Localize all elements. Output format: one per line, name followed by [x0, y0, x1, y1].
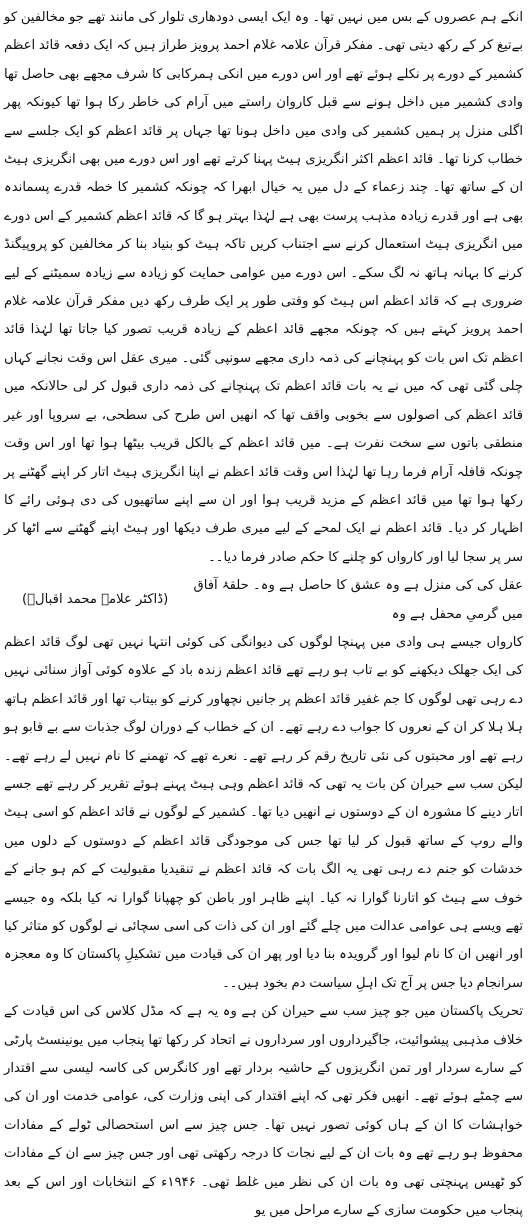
- verse-block: [4, 572, 523, 629]
- article-paragraph: انکے ہم عصروں کے بس میں نہیں تھا۔ وہ ایک ایسی دودھاری تلوار کی مانند تھے جو مخالفین کو بےتیغ کر کے رکھ دیتی تھی۔ مفکر قرآن علامہ غلام احمد پرویز طراز ہیں کہ ایک دفعہ قائد اعظم کشمیر کے دورے پر نکلے ہوئے تھے اور اس دورے میں انکی ہمرکابی کا شرف مجھے بھی حاصل تھا وادی کشمیر میں داخل ہونے سے قبل کاروان راستے میں آرام کی خاطر رکا ہوا تھا کیونکہ پھر اگلی منزل پر ہمیں کشمیر کی وادی میں داخل ہونا تھا جہاں پر قائد اعظم کو ایک جلسے سے خطاب کرنا تھا۔ قائد اعظم اکثر انگریزی ہیٹ پہنا کرتے تھے اور اس دورے میں بھی انگریزی ہیٹ ان کے ساتھ تھا۔ چند زعماء کے دل میں یہ خیال ابھرا کہ چونکہ کشمیر کا خطہ قدرے پسماندہ بھی ہے اور قدرے زیادہ مذہب پرست بھی ہے لہٰذا بہتر ہو گا کہ قائد اعظم کشمیر کے اس دورے میں انگریزی ہیٹ استعمال کرنے سے اجتناب کریں تاکہ ہیٹ کو بنیاد بنا کر مخالفین کو پروپیگنڈ کرنے کا بہانہ ہاتھ نہ لگ سکے۔ اس دورے میں عوامی حمایت کو زیادہ سے زیادہ سمیٹنے کے لیے ضروری ہے کہ قائد اعظم اس ہیٹ کو وقتی طور پر ایک طرف رکھ دیں مفکر قرآن علامہ غلام احمد پرویز کہتے ہیں کہ چونکہ مجھے قائد اعظم کے زیادہ قریب تصور کیا جاتا تھا لہٰذا قائد اعظم تک اس بات کو پہنچانے کی ذمہ داری مجھے سونپی گئی۔ میری عقل اس وقت نجانے کہاں چلی گئی تھی کہ میں نے یہ بات قائد اعظم تک پہنچانے کی ذمہ داری قبول کر لی حالانکہ میں قائد اعظم کی اصولوں سے بخوبی واقف تھا کہ انھیں اس طرح کی سطحی، بے سروپا اور غیر منطقی باتوں سے سخت نفرت ہے۔ میں قائد اعظم کے بالکل قریب بیٹھا ہوا تھا اور اس وقت چونکہ قافلہ آرام فرما رہا تھا لہٰذا اس وقت قائد اعظم نے اپنا انگریزی ہیٹ اتار کر اپنے گھٹنے پر رکھا ہوا تھا میں قائد اعظم کے مزید قریب ہوا اور ان سے اپنے ساتھیوں کی دی ہوئی رائے کا اظہار کر دیا۔ قائد اعظم نے ایک لمحے کے لیے میری طرف دیکھا اور ہیٹ اپنے گھٹنے سے اٹھا کر سر پر سجا لیا اور کارواں کو چلنے کا حکم صادر فرما دیا۔۔: [4, 10, 523, 565]
- article-paragraph: تحریک پاکستان میں جو چیز سب سے حیران کن ہے وہ یہ ہے کہ مڈل کلاس کی اس قیادت کے خلاف مذہبی پیشوائیت، جاگیرداروں اور سرداروں نے اتحاد کر رکھا تھا پنجاب میں یونینسٹ پارٹی کے سارے سردار اور تمن انگریزوں کے حاشیہ بردار تھے اور کانگرس کی کاسہ لیسی سے اقتدار سے چمٹے ہوئے تھے۔ انھیں فکر تھی کہ اپنے اقتدار کی اپنی وزارت کی، عوامی خدمت اور ان کی خواہشات کا ان کے ہاں کوئی تصور نہیں تھا۔ جس چیز سے اس استحصالی ٹولے کے مفادات محفوظ ہو رہے تھے وہ بات ان کے لیے نجات کا درجہ رکھتی تھی اور جس چیز سے ان کے مفادات کو ٹھیس پہنچتی تھی وہ بات ان کی نظر میں غلط تھی۔ ۱۹۴۶ء کے انتخابات اور اس کے بعد پنجاب میں حکومت سازی کے سارے مراحل میں یو: [4, 1004, 523, 1219]
- verse-line: عقل کی کی منزل ہے وہ عشق کا حاصل ہے وہ۔ حلقۂ آفاق میں گرمیِ محفل ہے وہ: [193, 578, 523, 622]
- verse-attribution: (ڈاکٹر علامہ محمد اقبالؒ): [22, 592, 169, 608]
- article-paragraph: کارواں جیسے ہی وادی میں پہنچا لوگوں کی دیوانگی کی کوئی انتہا نہیں تھی لوگ قائد اعظم کی ایک جھلک دیکھنے کو بے تاب ہو رہے تھے قائد اعظم زندہ باد کے علاوہ کوئی آواز سنائی نہیں دے رہی تھی لوگوں کا جم غفیر قائد اعظم پر جانیں نچھاور کرنے کو بیتاب تھا اور قائد اعظم ہاتھ ہلا ہلا کر ان کے نعروں کا جواب دے رہے تھے۔ ان کے خطاب کے دوران لوگ جذبات سے بے قابو ہو رہے تھے اور محبتوں کی نئی تاریخ رقم کر رہے تھے۔ نعرے تھے کہ تھمنے کا نام نہیں لے رہے تھے۔ لیکن سب سے حیران کن بات یہ تھی کہ قائد اعظم وہی ہیٹ پہنے ہوئے تقریر کر رہے تھے جسے اتار دینے کا مشورہ ان کے دوستوں نے انھیں دیا تھا۔ کشمیر کے لوگوں نے قائد اعظم کو اسی ہیٹ والے روپ کے ساتھ قبول کر لیا تھا جس کی موجودگی قائد اعظم کے دوستوں کے دلوں میں خدشات کو جنم دے رہی تھی یہ الگ بات کہ قائد اعظم نے تنقیدیا مقبولیت کے کم ہو جانے کے خوف سے ہیٹ کو اتارنا گوارا نہ کیا۔ اپنے ظاہر اور باطن کو چھپانا گوارا نہ کیا بلکہ وہ جیسے تھے ویسے ہی عوامی عدالت میں چلے گئے اور ان کی ذات کی اسی سچائی نے لوگوں کو متاثر کیا اور انھیں ان کا نام لیوا اور گرویدہ بنا دیا اور پھر ان کی قیادت میں تشکیلِ پاکستان کا وہ معجزہ سرانجام دیا جس پر آج تک اہلِ سیاست دم بخود ہیں۔۔: [4, 634, 523, 991]
